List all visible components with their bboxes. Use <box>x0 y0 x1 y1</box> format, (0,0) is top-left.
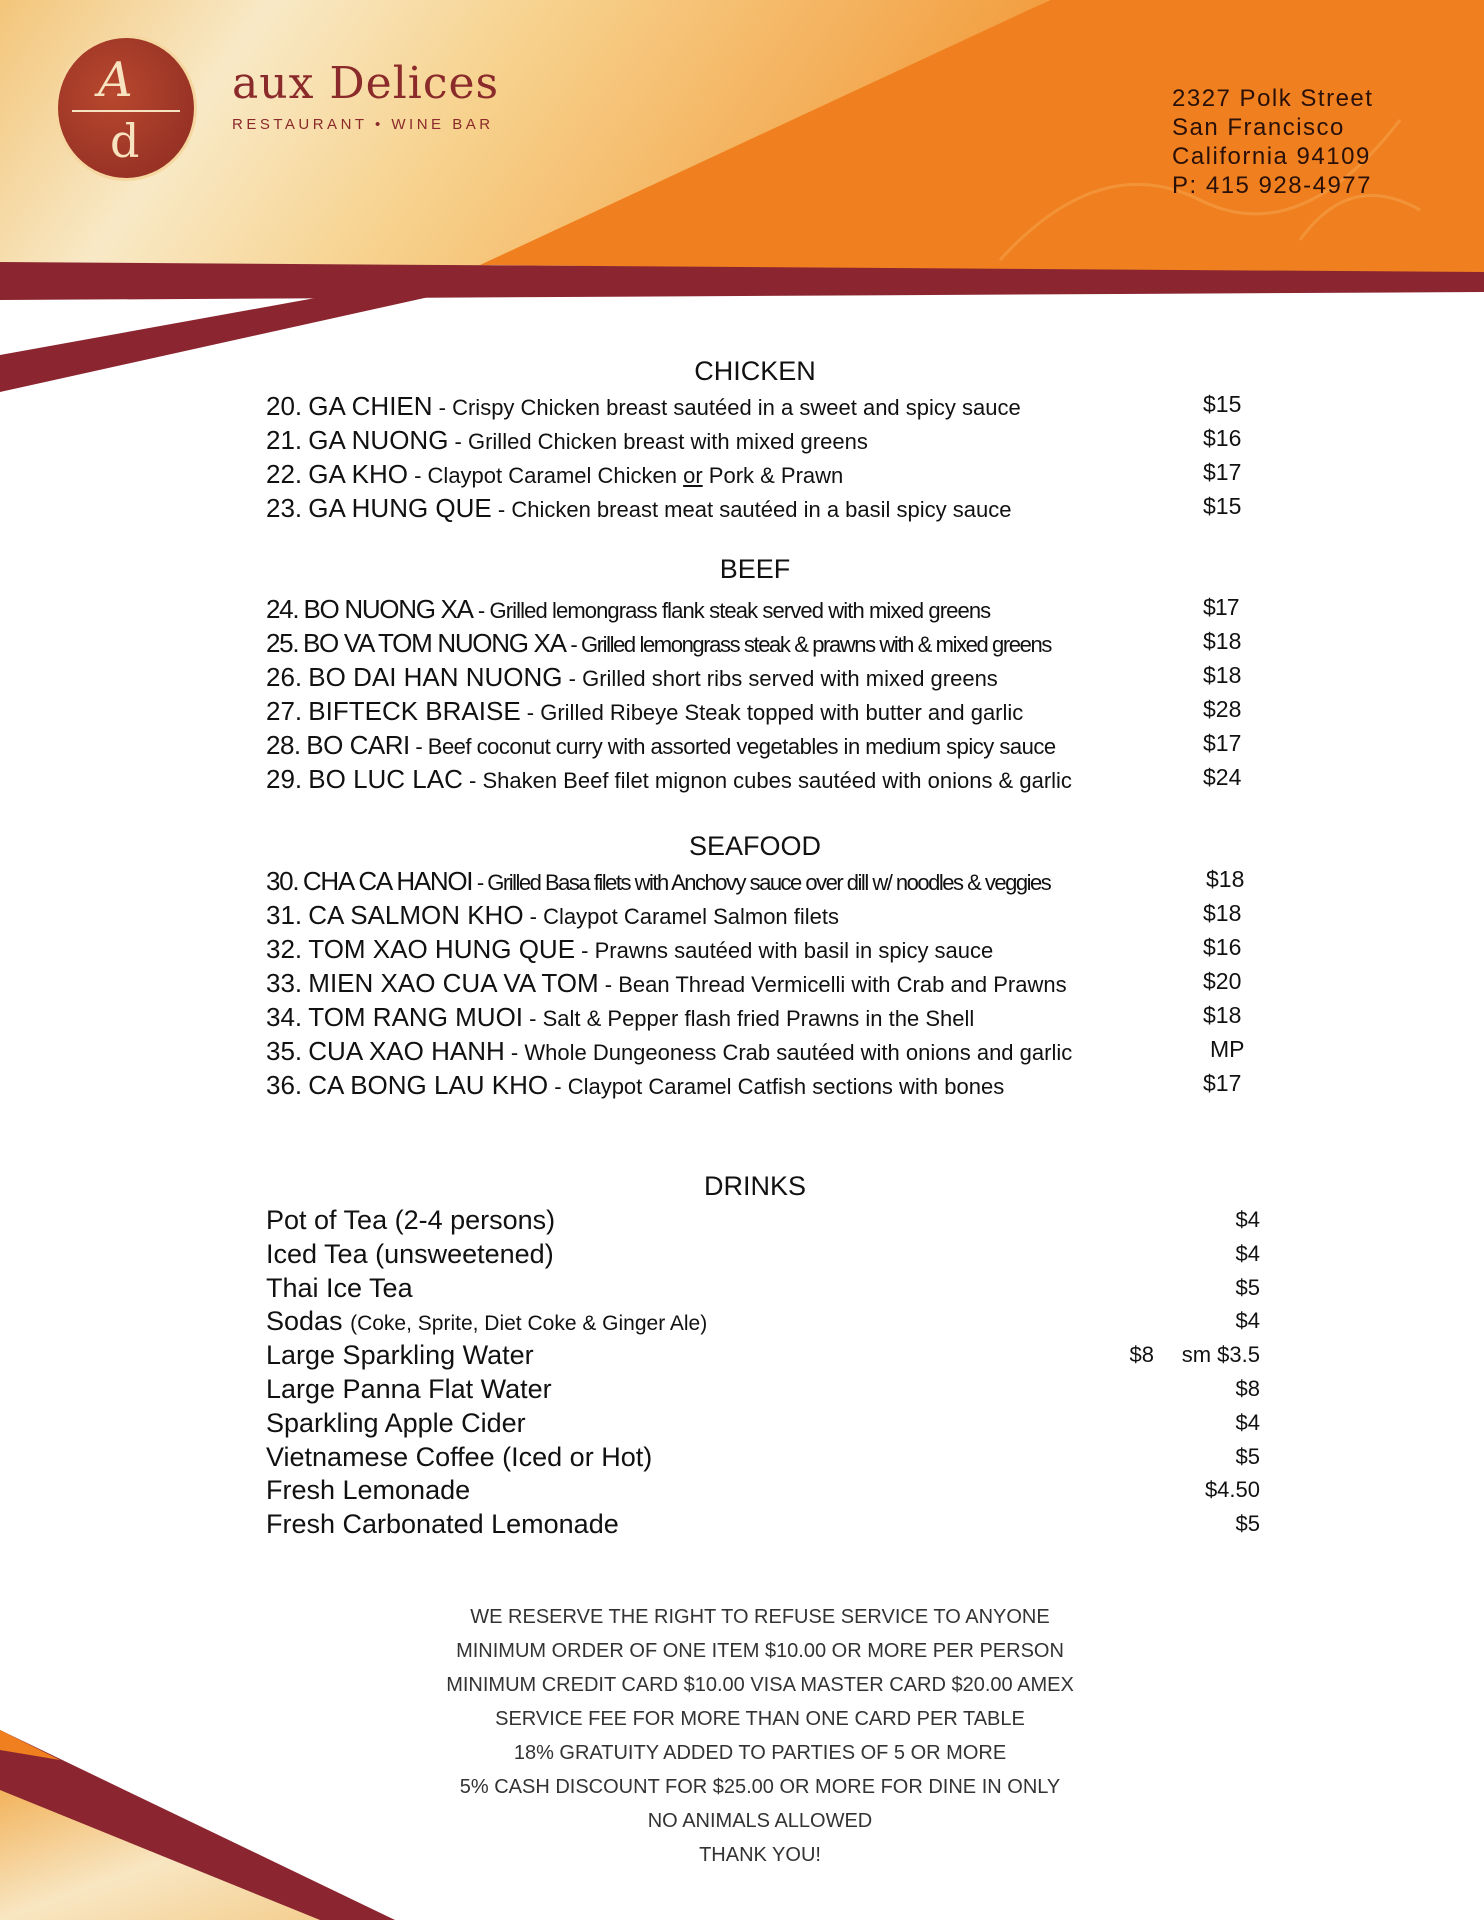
item-description: Prawns sautéed with basil in spicy sauce <box>594 938 994 963</box>
item-description: Salt & Pepper flash fried Prawns in the Shell <box>542 1006 975 1031</box>
menu-item: 36. CA BONG LAU KHO - Claypot Caramel Catfish sections with bones $17 <box>266 1070 1242 1100</box>
item-description: Pork & Prawn <box>708 463 844 488</box>
drink-name: Large Sparkling Water <box>266 1340 534 1371</box>
item-price: $18 <box>1206 866 1245 892</box>
drink-price-large: $8 <box>1129 1342 1154 1368</box>
menu-item: 34. TOM RANG MUOI - Salt & Pepper flash fried Prawns in the Shell $18 <box>266 1002 1242 1032</box>
drink-item <box>266 1509 1260 1543</box>
address-state-zip: California 94109 <box>1172 143 1371 170</box>
drink-item <box>266 1374 1260 1408</box>
item-price: $17 <box>1203 730 1242 756</box>
logo-letter-top: A <box>98 52 133 108</box>
drink-item <box>266 1340 1260 1374</box>
item-name: GA CHIEN <box>308 391 433 421</box>
drink-price: $4 <box>1235 1308 1260 1334</box>
item-name: CHA CA HANOI <box>302 866 473 896</box>
menu-item: 33. MIEN XAO CUA VA TOM - Bean Thread Vermicelli with Crab and Prawns $20 <box>266 968 1242 998</box>
menu-item: 21. GA NUONG - Grilled Chicken breast with mixed greens $16 <box>266 425 1242 455</box>
address-city: San Francisco <box>1172 114 1345 141</box>
item-number: 31. <box>266 900 303 930</box>
item-name: BO VA TOM NUONG XA <box>302 628 566 658</box>
logo-divider <box>72 110 180 112</box>
menu-item: 31. CA SALMON KHO - Claypot Caramel Salmon filets $18 <box>266 900 1242 930</box>
item-description: Grilled lemongrass flank steak served with mixed greens <box>489 598 991 623</box>
menu-item: 26. BO DAI HAN NUONG - Grilled short ribs served with mixed greens $18 <box>266 662 1242 692</box>
section-title-chicken: CHICKEN <box>694 356 816 386</box>
menu-item: 35. CUA XAO HANH - Whole Dungeoness Crab sautéed with onions and garlic MP <box>266 1036 1245 1066</box>
item-name: CA BONG LAU KHO <box>308 1070 549 1100</box>
item-price: $17 <box>1203 1070 1242 1096</box>
menu-item: 30. CHA CA HANOI - Grilled Basa filets with Anchovy sauce over dill w/ noodles & veggies $18 <box>266 866 1245 896</box>
notice-line: 18% GRATUITY ADDED TO PARTIES OF 5 OR MORE <box>513 1742 1007 1764</box>
drink-item <box>266 1205 1260 1239</box>
item-name: GA HUNG QUE <box>308 493 492 523</box>
item-description-or: or <box>683 463 703 488</box>
item-name: BO NUONG XA <box>303 594 473 624</box>
item-price: $18 <box>1203 900 1242 926</box>
item-name: BIFTECK BRAISE <box>308 696 521 726</box>
item-price: $18 <box>1203 1002 1242 1028</box>
section-title-drinks: DRINKS <box>703 1171 806 1201</box>
item-price: $17 <box>1203 459 1242 485</box>
item-price: $15 <box>1203 493 1242 519</box>
item-name: MIEN XAO CUA VA TOM <box>308 968 599 998</box>
item-price: $18 <box>1203 662 1242 688</box>
brand-name: aux Delices <box>232 58 500 109</box>
item-name: BO CARI <box>306 730 410 760</box>
item-number: 30. <box>266 866 299 896</box>
drink-price: $4 <box>1235 1409 1260 1435</box>
drinks-list <box>266 1205 1260 1543</box>
item-name: GA KHO <box>308 459 408 489</box>
item-number: 36. <box>266 1070 303 1100</box>
drink-name: Iced Tea (unsweetened) <box>266 1238 554 1269</box>
item-price: $16 <box>1203 934 1242 960</box>
item-name: BO DAI HAN NUONG <box>308 662 563 692</box>
seafood-list <box>266 866 1260 1104</box>
menu-item: 28. BO CARI - Beef coconut curry with assorted vegetables in medium spicy sauce $17 <box>266 730 1242 760</box>
header-banner <box>0 0 1484 400</box>
item-description: Shaken Beef filet mignon cubes sautéed with onions & garlic <box>482 768 1072 793</box>
beef-list <box>266 594 1260 798</box>
menu-item: 22. GA KHO - Claypot Caramel Chicken or Pork & Prawn $17 <box>266 459 1242 489</box>
item-description: Bean Thread Vermicelli with Crab and Prawns <box>618 972 1067 997</box>
item-name: CUA XAO HANH <box>308 1036 505 1066</box>
item-number: 28. <box>266 730 301 760</box>
item-description: Whole Dungeoness Crab sautéed with onions and garlic <box>524 1040 1073 1065</box>
drink-item <box>266 1239 1260 1273</box>
drink-price: $4 <box>1235 1240 1260 1266</box>
item-number: 24. <box>266 594 299 624</box>
brand <box>232 58 500 133</box>
item-price: $17 <box>1203 594 1239 620</box>
item-price: MP <box>1210 1036 1245 1062</box>
notice-line: MINIMUM ORDER OF ONE ITEM $10.00 OR MORE PER PERSON <box>456 1640 1064 1662</box>
item-description: Grilled Chicken breast with mixed greens <box>467 429 868 454</box>
drink-name: Fresh Carbonated Lemonade <box>266 1509 619 1540</box>
drink-price: $4 <box>1235 1207 1260 1232</box>
item-number: 20. <box>266 391 303 421</box>
item-name: TOM XAO HUNG QUE <box>308 934 576 964</box>
drink-item <box>266 1475 1260 1509</box>
notice-line: NO ANIMALS ALLOWED <box>647 1810 873 1832</box>
item-number: 27. <box>266 696 303 726</box>
item-number: 21. <box>266 425 303 455</box>
drink-price: sm $3.5 <box>1181 1342 1260 1368</box>
item-price: $18 <box>1203 628 1242 654</box>
notice-line: 5% CASH DISCOUNT FOR $25.00 OR MORE FOR DINE IN ONLY <box>459 1776 1061 1798</box>
chicken-list <box>266 391 1260 527</box>
item-number: 23. <box>266 493 303 523</box>
item-description: Claypot Caramel Chicken <box>427 463 677 488</box>
item-price: $28 <box>1203 696 1242 722</box>
footer-decoration <box>0 1730 420 1920</box>
item-number: 25. <box>266 628 299 658</box>
drink-price: $5 <box>1235 1274 1260 1300</box>
item-price: $15 <box>1203 391 1242 417</box>
item-number: 26. <box>266 662 303 692</box>
notice-line: MINIMUM CREDIT CARD $10.00 VISA MASTER CARD $20.00 AMEX <box>446 1674 1074 1696</box>
item-number: 22. <box>266 459 303 489</box>
item-description: Grilled Basa filets with Anchovy sauce over dill w/ noodles & veggies <box>487 870 1051 895</box>
drink-item <box>266 1442 1260 1476</box>
notice-line: SERVICE FEE FOR MORE THAN ONE CARD PER TABLE <box>495 1708 1025 1730</box>
drink-item <box>266 1306 1260 1340</box>
menu-item: 27. BIFTECK BRAISE - Grilled Ribeye Steak topped with butter and garlic $28 <box>266 696 1242 726</box>
drink-name: Large Panna Flat Water <box>266 1373 552 1404</box>
drink-item <box>266 1273 1260 1307</box>
item-name: GA NUONG <box>308 425 449 455</box>
item-description: Beef coconut curry with assorted vegetables in medium spicy sauce <box>427 734 1056 759</box>
drink-price: $4.50 <box>1204 1477 1260 1503</box>
menu-item: 32. TOM XAO HUNG QUE - Prawns sautéed with basil in spicy sauce $16 <box>266 934 1242 964</box>
item-description: Grilled short ribs served with mixed greens <box>582 666 998 691</box>
drink-item <box>266 1408 1260 1442</box>
section-title-beef: BEEF <box>719 554 791 584</box>
item-description: Claypot Caramel Salmon filets <box>543 904 840 929</box>
drink-name: Fresh Lemonade <box>266 1475 471 1506</box>
drink-name: Sparkling Apple Cider <box>266 1407 526 1438</box>
menu-item: 29. BO LUC LAC - Shaken Beef filet mignon cubes sautéed with onions & garlic $24 <box>266 764 1242 794</box>
drink-price: $5 <box>1235 1443 1260 1469</box>
drink-name: Pot of Tea (2-4 persons) <box>266 1205 556 1235</box>
item-name: CA SALMON KHO <box>308 900 524 930</box>
notice-line: WE RESERVE THE RIGHT TO REFUSE SERVICE TO ANYONE <box>470 1606 1050 1628</box>
drink-name: Thai Ice Tea <box>266 1272 413 1303</box>
menu-item: 20. GA CHIEN - Crispy Chicken breast sautéed in a sweet and spicy sauce $15 <box>266 391 1242 421</box>
brand-tagline: RESTAURANT • WINE BAR <box>232 116 494 133</box>
section-title-seafood: SEAFOOD <box>688 831 822 861</box>
menu-item: 23. GA HUNG QUE - Chicken breast meat sautéed in a basil spicy sauce $15 <box>266 493 1242 523</box>
address-street: 2327 Polk Street <box>1172 85 1374 112</box>
item-description: Crispy Chicken breast sautéed in a sweet and spicy sauce <box>452 395 1021 420</box>
item-price: $20 <box>1203 968 1242 994</box>
notice-line: THANK YOU! <box>699 1844 821 1866</box>
item-name: BO LUC LAC <box>308 764 463 794</box>
item-number: 29. <box>266 764 303 794</box>
drink-price: $8 <box>1235 1375 1260 1401</box>
item-number: 32. <box>266 934 303 964</box>
menu-item: 25. BO VA TOM NUONG XA - Grilled lemongrass steak & prawns with & mixed greens $18 <box>266 628 1242 658</box>
item-price: $24 <box>1203 764 1242 790</box>
drink-note: (Coke, Sprite, Diet Coke & Ginger Ale) <box>350 1312 708 1336</box>
item-price: $16 <box>1203 425 1242 451</box>
item-number: 34. <box>266 1002 303 1032</box>
address-phone: P: 415 928-4977 <box>1172 172 1372 199</box>
item-name: TOM RANG MUOI <box>308 1002 524 1032</box>
drink-name: Vietnamese Coffee (Iced or Hot) <box>266 1441 653 1472</box>
item-description: Chicken breast meat sautéed in a basil spicy sauce <box>511 497 1012 522</box>
item-description: Grilled lemongrass steak & prawns with & mixed greens <box>581 632 1051 657</box>
item-number: 35. <box>266 1036 303 1066</box>
address-block <box>1172 84 1373 200</box>
logo <box>58 38 194 178</box>
menu-item: 24. BO NUONG XA - Grilled lemongrass flank steak served with mixed greens $17 <box>266 594 1239 624</box>
item-number: 33. <box>266 968 303 998</box>
drink-name: Sodas <box>266 1306 343 1337</box>
drink-price: $5 <box>1235 1511 1260 1537</box>
logo-letter-bottom: d <box>110 114 140 168</box>
item-description: Claypot Caramel Catfish sections with bones <box>567 1074 1005 1099</box>
item-description: Grilled Ribeye Steak topped with butter and garlic <box>540 700 1024 725</box>
